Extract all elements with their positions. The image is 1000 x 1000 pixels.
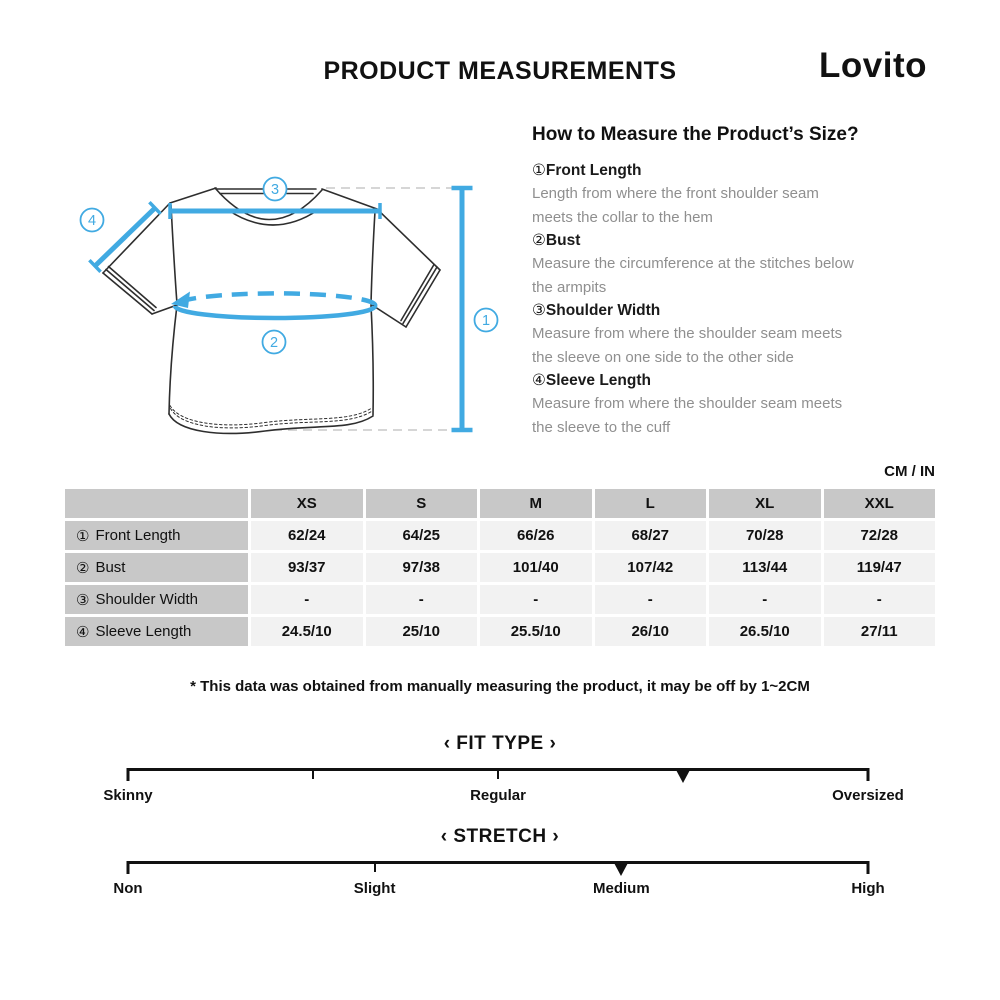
how-to-item <box>532 369 932 439</box>
measurement-value: 97/38 <box>366 553 478 582</box>
row-label-text: Bust <box>95 559 126 576</box>
how-to-item-description: meets the collar to the hem <box>532 208 713 226</box>
how-to-item-label: Shoulder Width <box>545 302 661 319</box>
scale-tick <box>497 768 499 779</box>
measurement-value: 113/44 <box>709 553 821 582</box>
fit-type-scale <box>0 733 1000 825</box>
measurement-row-label <box>65 617 248 646</box>
how-to-item-description: Measure the circumference at the stitches below <box>532 255 854 272</box>
tshirt-diagram <box>60 148 520 468</box>
circled-number: ② <box>76 559 90 577</box>
stretch-scale <box>0 826 1000 918</box>
circled-number: ② <box>532 232 546 249</box>
measurement-value: - <box>366 585 478 614</box>
measurement-row-label <box>65 553 248 582</box>
scale-tick <box>374 861 376 872</box>
table-corner-cell <box>65 489 248 518</box>
fit-type-title: ‹ FIT TYPE › <box>443 733 557 754</box>
scale-label: Oversized <box>832 787 904 804</box>
measurement-value: - <box>595 585 707 614</box>
how-to-item-description: the armpits <box>532 278 607 296</box>
guide-dashed-lines <box>273 188 455 430</box>
size-column-header: S <box>366 489 478 518</box>
measurement-value: 26.5/10 <box>709 617 821 646</box>
scale-label: Skinny <box>103 787 153 804</box>
measurement-value: 119/47 <box>824 553 936 582</box>
svg-text:4: 4 <box>87 213 97 229</box>
svg-text:2: 2 <box>269 335 279 351</box>
circled-number: ④ <box>532 372 546 389</box>
measurement-value: 72/28 <box>824 521 936 550</box>
size-table <box>65 489 935 646</box>
scale-label: High <box>851 880 885 897</box>
how-to-item <box>532 159 932 229</box>
row-label-text: Front Length <box>95 527 181 544</box>
how-to-item-name <box>532 299 932 322</box>
how-to-item <box>532 299 932 369</box>
how-to-measure-title: How to Measure the Product’s Size? <box>532 124 859 145</box>
scale-label: Non <box>113 880 143 897</box>
fit-type-track <box>103 768 904 804</box>
how-to-item-description: Measure from where the shoulder seam meets <box>532 325 843 342</box>
badge-front-length <box>475 309 498 332</box>
circled-number: ④ <box>76 623 90 641</box>
circled-number: ① <box>76 527 90 545</box>
how-to-item-name <box>532 229 932 252</box>
size-column-header: M <box>480 489 592 518</box>
size-column-header: L <box>595 489 707 518</box>
how-to-item <box>532 229 932 299</box>
how-to-item-name <box>532 159 932 182</box>
scale-tick <box>127 861 130 874</box>
measurement-value: 70/28 <box>709 521 821 550</box>
how-to-item-description: Length from where the front shoulder seam <box>532 185 819 202</box>
how-to-item-label: Front Length <box>545 162 642 179</box>
measurement-row-label <box>65 585 248 614</box>
how-to-measure-section <box>532 124 932 439</box>
scale-marker-triangle <box>675 768 691 783</box>
scale-label: Slight <box>353 880 396 897</box>
measurement-disclaimer: * This data was obtained from manually measuring the product, it may be off by 1~2CM <box>190 678 810 695</box>
measurement-row-label <box>65 521 248 550</box>
measurement-value: - <box>480 585 592 614</box>
measurement-value: 25.5/10 <box>480 617 592 646</box>
scale-label: Regular <box>470 787 526 804</box>
measurement-value: 24.5/10 <box>251 617 363 646</box>
scale-tick <box>312 768 314 779</box>
how-to-item-label: Bust <box>545 232 581 249</box>
measurement-value: 62/24 <box>251 521 363 550</box>
measurement-value: 68/27 <box>595 521 707 550</box>
measurement-value: 66/26 <box>480 521 592 550</box>
brand-logo: Lovito <box>819 46 927 85</box>
scale-marker-triangle <box>613 861 629 876</box>
badge-shoulder-width <box>264 178 287 201</box>
measurement-value: 101/40 <box>480 553 592 582</box>
svg-text:1: 1 <box>481 313 491 329</box>
how-to-item-description: the sleeve on one side to the other side <box>532 348 794 366</box>
measurement-value: 93/37 <box>251 553 363 582</box>
how-to-measure-list <box>532 159 932 439</box>
tshirt-outline <box>103 188 440 433</box>
scale-label: Medium <box>593 880 650 897</box>
stretch-track <box>113 861 885 897</box>
scale-tick <box>867 768 870 781</box>
how-to-item-name <box>532 369 932 392</box>
measurement-value: 107/42 <box>595 553 707 582</box>
scale-tick <box>127 768 130 781</box>
size-column-header: XL <box>709 489 821 518</box>
size-column-header: XS <box>251 489 363 518</box>
how-to-item-description: the sleeve to the cuff <box>532 418 671 436</box>
front-length-line <box>452 188 473 430</box>
circled-number: ③ <box>532 302 546 319</box>
badge-sleeve-length <box>81 209 104 232</box>
circled-number: ③ <box>76 591 90 609</box>
measurement-value: 64/25 <box>366 521 478 550</box>
svg-text:3: 3 <box>270 182 280 198</box>
unit-label: CM / IN <box>884 463 935 480</box>
measurement-value: - <box>251 585 363 614</box>
row-label-text: Sleeve Length <box>95 623 192 640</box>
measurement-value: 27/11 <box>824 617 936 646</box>
size-column-header: XXL <box>824 489 936 518</box>
measurement-value: - <box>709 585 821 614</box>
badge-bust <box>263 331 286 354</box>
row-label-text: Shoulder Width <box>95 591 199 608</box>
page-title: PRODUCT MEASUREMENTS <box>323 57 677 85</box>
measurement-value: 26/10 <box>595 617 707 646</box>
stretch-title: ‹ STRETCH › <box>440 826 560 847</box>
bust-ellipse <box>171 292 375 318</box>
circled-number: ① <box>532 162 546 179</box>
measurement-value: - <box>824 585 936 614</box>
how-to-item-description: Measure from where the shoulder seam meets <box>532 395 843 412</box>
shoulder-width-line <box>170 203 380 219</box>
how-to-item-label: Sleeve Length <box>545 372 651 389</box>
scale-tick <box>867 861 870 874</box>
measurement-value: 25/10 <box>366 617 478 646</box>
